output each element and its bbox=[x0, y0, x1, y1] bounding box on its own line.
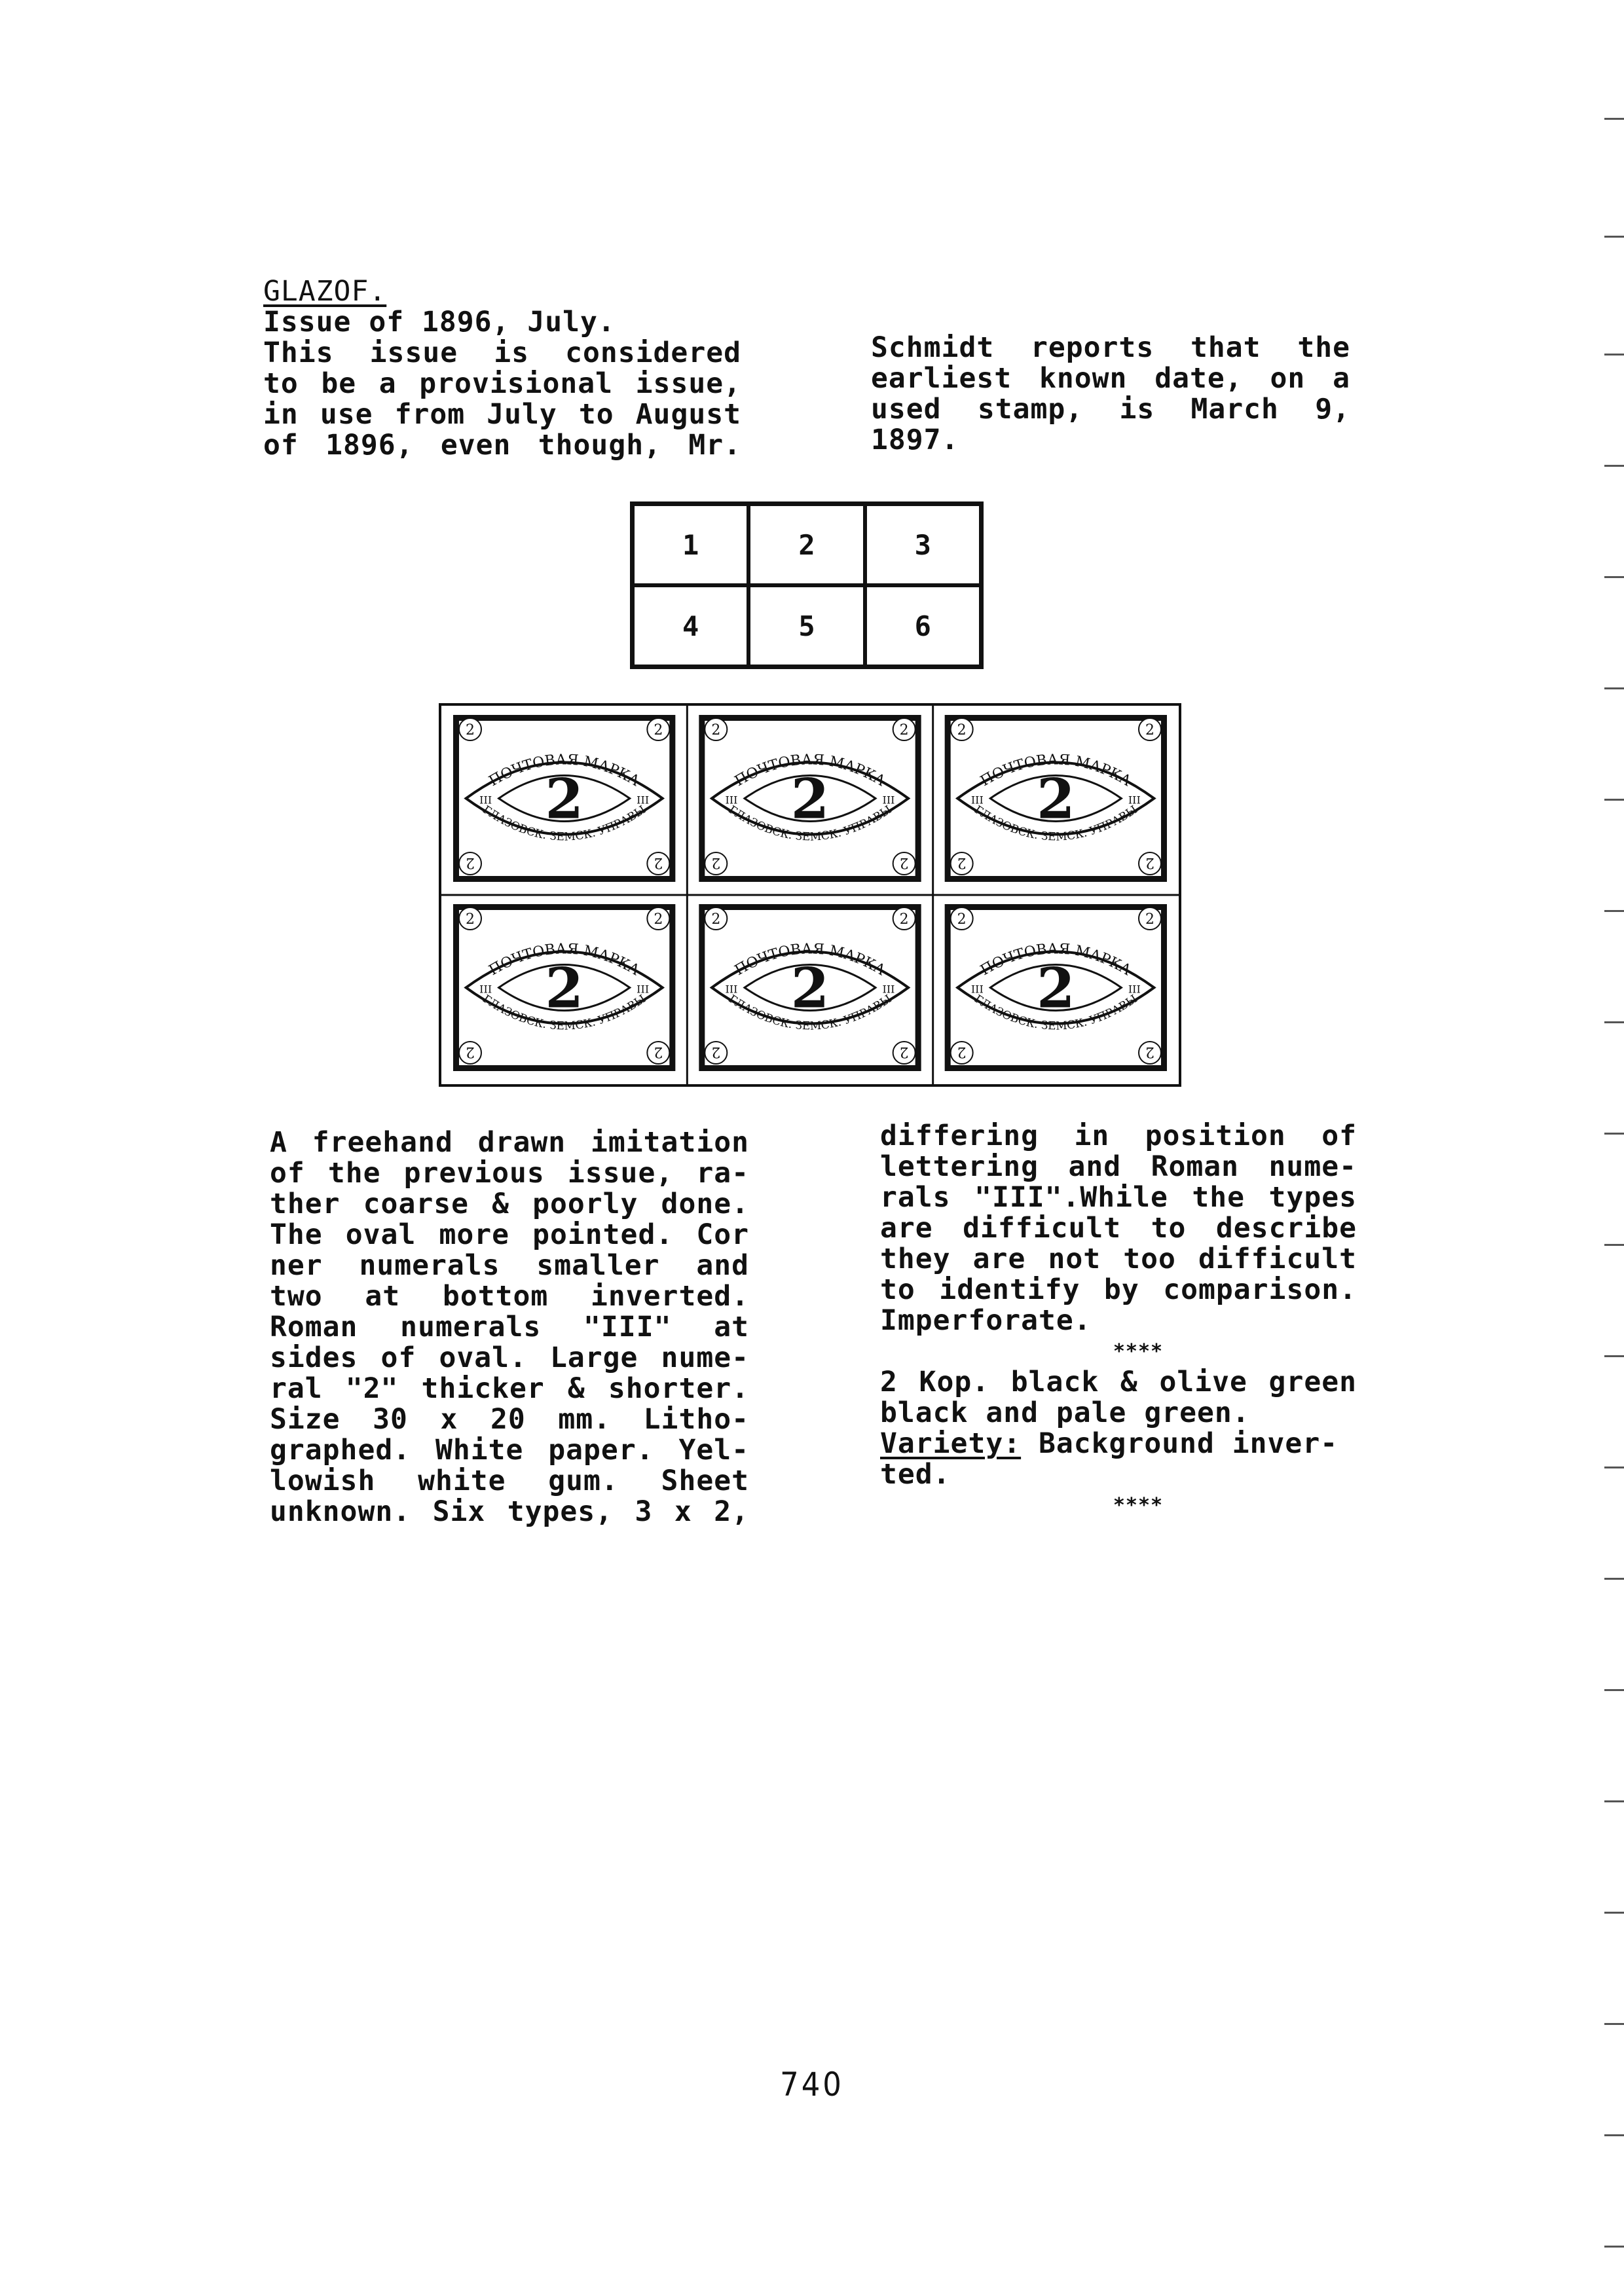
edge-tick bbox=[1604, 2134, 1624, 2136]
description-left-line: unknown. Six types, 3 x 2, bbox=[270, 1495, 749, 1528]
stamp-bottom-text: ГЛАЗОВСК. ЗЕМСК. УПРАВЫ bbox=[480, 803, 648, 844]
stamp-top-text: ПОЧТОВАЯ МАРКА bbox=[486, 941, 642, 979]
stamp-corner-numeral: 2 bbox=[899, 1044, 909, 1060]
edge-tick bbox=[1604, 2246, 1624, 2248]
description-left-line: two at bottom inverted. bbox=[270, 1280, 749, 1313]
separator-stars: **** bbox=[1113, 1494, 1164, 1517]
stamp-corner-numeral: 2 bbox=[466, 854, 475, 871]
stamp bbox=[453, 715, 675, 882]
intro-right-line: 1897. bbox=[871, 424, 959, 456]
intro-left-line: in use from July to August bbox=[263, 398, 741, 431]
stamp-side-numeral: III bbox=[1128, 983, 1141, 996]
stamp-top-text: ПОЧТОВАЯ МАРКА bbox=[486, 752, 642, 790]
stamp-corner-numeral: 2 bbox=[466, 1044, 475, 1060]
stamp-side-numeral: III bbox=[725, 793, 738, 807]
description-left-line: Roman numerals "III" at bbox=[270, 1311, 749, 1343]
colors-line: black and pale green. bbox=[880, 1396, 1250, 1429]
stamp-side-numeral: III bbox=[479, 793, 492, 807]
stamp-corner-numeral: 2 bbox=[466, 722, 475, 738]
stamp bbox=[453, 904, 675, 1071]
stamp-corner-numeral: 2 bbox=[957, 722, 967, 738]
type-cell: 5 bbox=[748, 585, 864, 666]
stamp-side-numeral: III bbox=[725, 983, 738, 996]
stamp-side-numeral: III bbox=[479, 983, 492, 996]
description-left-line: of the previous issue, ra- bbox=[270, 1157, 749, 1190]
type-cell: 4 bbox=[633, 585, 748, 666]
stamp-corner-numeral: 2 bbox=[899, 854, 909, 871]
stamp-bottom-text: ГЛАЗОВСК. ЗЕМСК. УПРАВЫ bbox=[480, 992, 648, 1033]
stamp-side-numeral: III bbox=[882, 983, 895, 996]
description-right-column bbox=[880, 1121, 1357, 1521]
intro-right-column bbox=[871, 333, 1350, 456]
edge-tick bbox=[1604, 1467, 1624, 1468]
description-right-line: to identify by comparison. bbox=[880, 1273, 1357, 1306]
edge-tick bbox=[1604, 687, 1624, 689]
stamp-bottom-text: ГЛАЗОВСК. ЗЕМСК. УПРАВЫ bbox=[726, 803, 895, 844]
description-right-line: rals "III".While the types bbox=[880, 1181, 1357, 1214]
description-left-line: sides of oval. Large nume- bbox=[270, 1341, 749, 1374]
stamp bbox=[699, 715, 921, 882]
intro-right-line: Schmidt reports that the bbox=[871, 331, 1350, 364]
description-left-line: ther coarse & poorly done. bbox=[270, 1188, 749, 1220]
variety-line bbox=[880, 1429, 1357, 1459]
description-right-line: differing in position of bbox=[880, 1120, 1357, 1152]
description-right-line: are difficult to describe bbox=[880, 1212, 1357, 1245]
stamp-corner-numeral: 2 bbox=[654, 722, 663, 738]
stamp-denomination: 2 bbox=[1037, 766, 1075, 831]
description-left-column bbox=[270, 1127, 749, 1527]
stamp-top-text: ПОЧТОВАЯ МАРКА bbox=[978, 752, 1134, 790]
stamp-side-numeral: III bbox=[1128, 793, 1141, 807]
stamp-corner-numeral: 2 bbox=[711, 1044, 721, 1060]
stamp-corner-numeral: 2 bbox=[957, 911, 967, 928]
edge-tick bbox=[1604, 576, 1624, 578]
edge-tick bbox=[1604, 1244, 1624, 1246]
stamp-denomination: 2 bbox=[545, 766, 583, 831]
edge-tick bbox=[1604, 236, 1624, 238]
stamp-bottom-text: ГЛАЗОВСК. ЗЕМСК. УПРАВЫ bbox=[726, 992, 895, 1033]
stamp-bottom-text: ГЛАЗОВСК. ЗЕМСК. УПРАВЫ bbox=[972, 803, 1140, 844]
description-left-line: A freehand drawn imitation bbox=[270, 1126, 749, 1159]
page-title: GLAZOF. bbox=[263, 275, 387, 308]
intro-right-line: earliest known date, on a bbox=[871, 362, 1350, 395]
stamp-bottom-text: ГЛАЗОВСК. ЗЕМСК. УПРАВЫ bbox=[972, 992, 1140, 1033]
stamp-corner-numeral: 2 bbox=[899, 722, 909, 738]
stamp-corner-numeral: 2 bbox=[957, 1044, 967, 1060]
stamp-corner-numeral: 2 bbox=[899, 911, 909, 928]
stamp bbox=[945, 715, 1167, 882]
edge-tick bbox=[1604, 799, 1624, 801]
stamp-top-text: ПОЧТОВАЯ МАРКА bbox=[978, 941, 1134, 979]
stamp-denomination: 2 bbox=[1037, 955, 1075, 1021]
type-cell: 6 bbox=[865, 585, 981, 666]
description-right-line: lettering and Roman nume- bbox=[880, 1150, 1357, 1183]
stamp-denomination: 2 bbox=[545, 955, 583, 1021]
stamp-corner-numeral: 2 bbox=[957, 854, 967, 871]
stamp-denomination: 2 bbox=[790, 766, 830, 831]
stamp-corner-numeral: 2 bbox=[466, 911, 475, 928]
description-right-line: Imperforate. bbox=[880, 1304, 1092, 1337]
description-left-line: Size 30 x 20 mm. Litho- bbox=[270, 1403, 749, 1436]
description-left-line: The oval more pointed. Cor bbox=[270, 1218, 749, 1251]
edge-tick bbox=[1604, 1355, 1624, 1357]
heading-block bbox=[263, 276, 748, 338]
intro-left-column bbox=[263, 338, 741, 461]
stamp bbox=[699, 904, 921, 1071]
stamp-corner-numeral: 2 bbox=[711, 854, 721, 871]
intro-right-line: used stamp, is March 9, bbox=[871, 393, 1350, 426]
intro-left-line: to be a provisional issue, bbox=[263, 367, 741, 400]
edge-tick bbox=[1604, 118, 1624, 120]
stamp-denomination: 2 bbox=[790, 955, 830, 1021]
stamp-side-numeral: III bbox=[637, 983, 650, 996]
stamp-top-text: ПОЧТОВАЯ МАРКА bbox=[731, 752, 889, 790]
type-cell: 1 bbox=[633, 504, 748, 585]
stamp-side-numeral: III bbox=[970, 793, 984, 807]
description-right-line: they are not too difficult bbox=[880, 1243, 1357, 1275]
stamp-side-numeral: III bbox=[882, 793, 895, 807]
description-left-line: ral "2" thicker & shorter. bbox=[270, 1372, 749, 1405]
stamp-corner-numeral: 2 bbox=[654, 1044, 663, 1060]
description-left-line: graphed. White paper. Yel- bbox=[270, 1434, 749, 1467]
stamp-corner-numeral: 2 bbox=[654, 854, 663, 871]
separator-stars: **** bbox=[1113, 1340, 1164, 1363]
intro-left-line: of 1896, even though, Mr. bbox=[263, 429, 741, 462]
stamp-top-text: ПОЧТОВАЯ МАРКА bbox=[731, 941, 889, 979]
edge-tick bbox=[1604, 1133, 1624, 1135]
stamp-corner-numeral: 2 bbox=[654, 911, 663, 928]
intro-left-line: This issue is considered bbox=[263, 337, 741, 369]
stamp-corner-numeral: 2 bbox=[711, 911, 721, 928]
stamp-corner-numeral: 2 bbox=[1145, 854, 1154, 871]
description-left-line: ner numerals smaller and bbox=[270, 1249, 749, 1282]
edge-tick bbox=[1604, 1800, 1624, 1802]
edge-tick bbox=[1604, 910, 1624, 912]
stamp-block-illustration bbox=[441, 706, 1179, 1084]
stamp bbox=[945, 904, 1167, 1071]
description-left-line: lowish white gum. Sheet bbox=[270, 1465, 749, 1497]
edge-tick bbox=[1604, 1578, 1624, 1580]
edge-tick bbox=[1604, 1021, 1624, 1023]
edge-tick bbox=[1604, 465, 1624, 467]
edge-tick bbox=[1604, 354, 1624, 355]
stamp-corner-numeral: 2 bbox=[1145, 722, 1154, 738]
stamp-block-image bbox=[439, 703, 1181, 1087]
stamp-corner-numeral: 2 bbox=[1145, 911, 1154, 928]
type-cell: 3 bbox=[865, 504, 981, 585]
edge-tick bbox=[1604, 1912, 1624, 1914]
stamp-corner-numeral: 2 bbox=[711, 722, 721, 738]
variety-text: Background inver- bbox=[1021, 1427, 1338, 1460]
variety-continuation: ted. bbox=[880, 1458, 951, 1491]
edge-tick bbox=[1604, 1689, 1624, 1691]
type-position-grid bbox=[630, 501, 984, 669]
variety-label: Variety: bbox=[880, 1427, 1022, 1460]
stamp-side-numeral: III bbox=[637, 793, 650, 807]
page-number: 740 bbox=[780, 2066, 844, 2104]
colors-line: 2 Kop. black & olive green bbox=[880, 1366, 1357, 1398]
issue-line: Issue of 1896, July. bbox=[263, 306, 616, 338]
type-cell: 2 bbox=[748, 504, 864, 585]
edge-tick bbox=[1604, 2023, 1624, 2025]
stamp-side-numeral: III bbox=[970, 983, 984, 996]
stamp-corner-numeral: 2 bbox=[1145, 1044, 1154, 1060]
